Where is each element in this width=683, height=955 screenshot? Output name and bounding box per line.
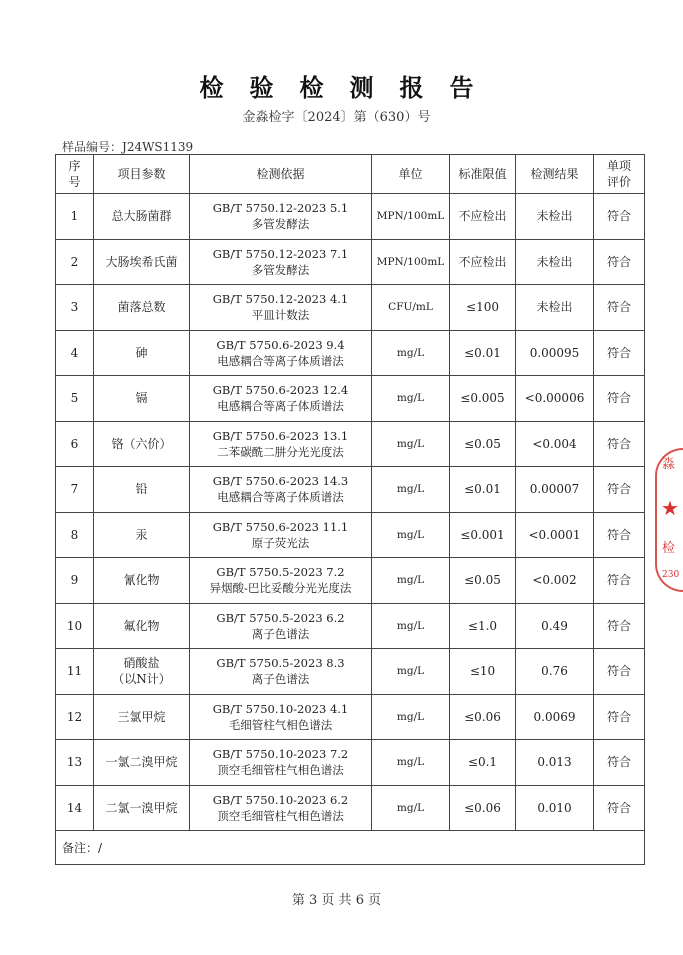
basis-method: 二苯碳酰二肼分光光度法: [217, 444, 344, 459]
table-row: [56, 376, 645, 422]
cell-basis: [190, 239, 372, 285]
cell-seq: 8: [56, 512, 94, 558]
param-name: 氰化物: [123, 573, 160, 588]
basis-method: 平皿计数法: [251, 308, 310, 323]
cell-limit: ≤100: [450, 285, 516, 331]
cell-param: [94, 330, 190, 376]
basis-standard: GB/T 5750.6-2023 9.4: [216, 337, 345, 352]
cell-unit: mg/L: [372, 467, 450, 513]
basis-standard: GB/T 5750.6-2023 11.1: [212, 519, 349, 534]
basis-method: 电感耦合等离子体质谱法: [217, 490, 344, 505]
param-name: 汞: [135, 527, 148, 542]
basis-method: 电感耦合等离子体质谱法: [217, 399, 344, 414]
cell-verdict: 符合: [594, 467, 645, 513]
cell-verdict: 符合: [594, 694, 645, 740]
cell-verdict: 符合: [594, 285, 645, 331]
cell-basis: [190, 785, 372, 831]
basis-method: 异烟酸-巴比妥酸分光光度法: [209, 581, 352, 596]
cell-basis: [190, 603, 372, 649]
param-name: 二氯一溴甲烷: [105, 800, 178, 815]
table-row: [56, 740, 645, 786]
cell-basis: [190, 740, 372, 786]
basis-method: 顶空毛细管柱气相色谱法: [217, 808, 344, 823]
basis-standard: GB/T 5750.10-2023 7.2: [212, 747, 349, 762]
cell-result: 0.49: [516, 603, 594, 649]
cell-param: [94, 285, 190, 331]
note-cell: 备注：/: [56, 831, 645, 865]
seal-star-icon: ★: [661, 496, 679, 520]
cell-limit: ≤0.05: [450, 421, 516, 467]
document-number: 金淼检字〔2024〕第（630）号: [242, 110, 431, 125]
cell-unit: mg/L: [372, 694, 450, 740]
cell-result: <0.002: [516, 558, 594, 604]
cell-seq: 3: [56, 285, 94, 331]
cell-verdict: 符合: [594, 330, 645, 376]
param-name-note: （以N计）: [112, 672, 171, 687]
basis-standard: GB/T 5750.6-2023 12.4: [212, 383, 349, 398]
header-param: 项目参数: [94, 155, 190, 194]
basis-standard: GB/T 5750.12-2023 5.1: [212, 201, 349, 216]
cell-verdict: 符合: [594, 421, 645, 467]
basis-method: 离子色谱法: [251, 672, 310, 687]
cell-verdict: 符合: [594, 376, 645, 422]
cell-basis: [190, 649, 372, 695]
basis-standard: GB/T 5750.5-2023 6.2: [216, 610, 345, 625]
cell-result: <0.004: [516, 421, 594, 467]
cell-unit: mg/L: [372, 785, 450, 831]
basis-standard: GB/T 5750.12-2023 4.1: [212, 292, 349, 307]
cell-result: 未检出: [516, 239, 594, 285]
cell-result: <0.0001: [516, 512, 594, 558]
table-row: [56, 330, 645, 376]
table-row: [56, 558, 645, 604]
param-name: 硝酸盐: [123, 656, 160, 671]
seal-tail: 230: [662, 570, 680, 580]
cell-unit: mg/L: [372, 421, 450, 467]
table-row: [56, 649, 645, 695]
cell-unit: mg/L: [372, 603, 450, 649]
table-row: [56, 603, 645, 649]
table-row: [56, 512, 645, 558]
cell-basis: [190, 694, 372, 740]
cell-basis: [190, 376, 372, 422]
cell-seq: 1: [56, 194, 94, 240]
cell-param: [94, 421, 190, 467]
cell-param: [94, 603, 190, 649]
seal-char-2: 检: [662, 541, 676, 556]
cell-unit: mg/L: [372, 330, 450, 376]
cell-verdict: 符合: [594, 194, 645, 240]
cell-seq: 7: [56, 467, 94, 513]
cell-unit: mg/L: [372, 512, 450, 558]
cell-seq: 13: [56, 740, 94, 786]
cell-param: [94, 467, 190, 513]
cell-unit: MPN/100mL: [372, 194, 450, 240]
table-row: [56, 467, 645, 513]
header-basis: 检测依据: [190, 155, 372, 194]
cell-result: 未检出: [516, 194, 594, 240]
cell-limit: ≤0.001: [450, 512, 516, 558]
cell-limit: ≤0.06: [450, 785, 516, 831]
cell-seq: 11: [56, 649, 94, 695]
results-table: [55, 154, 645, 865]
cell-unit: mg/L: [372, 649, 450, 695]
table-header-row: [56, 155, 645, 194]
basis-method: 毛细管柱气相色谱法: [228, 717, 333, 732]
basis-method: 原子荧光法: [251, 535, 310, 550]
basis-method: 电感耦合等离子体质谱法: [217, 353, 344, 368]
cell-unit: mg/L: [372, 558, 450, 604]
cell-verdict: 符合: [594, 785, 645, 831]
cell-seq: 2: [56, 239, 94, 285]
param-name: 镉: [135, 391, 148, 406]
basis-standard: GB/T 5750.12-2023 7.1: [212, 246, 349, 261]
basis-standard: GB/T 5750.5-2023 8.3: [216, 656, 345, 671]
cell-unit: mg/L: [372, 376, 450, 422]
cell-verdict: 符合: [594, 512, 645, 558]
report-title: 检验检测报告: [199, 73, 500, 102]
header-seq-line-2: 号: [68, 175, 81, 189]
basis-standard: GB/T 5750.6-2023 14.3: [212, 474, 349, 489]
param-name: 三氯甲烷: [117, 709, 166, 724]
basis-standard: GB/T 5750.5-2023 7.2: [216, 565, 345, 580]
table-row: [56, 194, 645, 240]
cell-limit: ≤0.005: [450, 376, 516, 422]
param-name: 砷: [135, 345, 148, 360]
cell-seq: 4: [56, 330, 94, 376]
header-seq: [56, 155, 94, 194]
param-name: 氟化物: [123, 618, 160, 633]
header-verdict-line-1: 单项: [606, 159, 631, 173]
cell-result: 0.010: [516, 785, 594, 831]
basis-method: 顶空毛细管柱气相色谱法: [217, 763, 344, 778]
cell-param: [94, 785, 190, 831]
table-row: [56, 785, 645, 831]
basis-standard: GB/T 5750.6-2023 13.1: [212, 428, 349, 443]
cell-param: [94, 558, 190, 604]
cell-verdict: 符合: [594, 239, 645, 285]
param-name: 菌落总数: [117, 300, 166, 315]
cell-basis: [190, 330, 372, 376]
cell-unit: CFU/mL: [372, 285, 450, 331]
cell-limit: ≤0.05: [450, 558, 516, 604]
cell-limit: ≤1.0: [450, 603, 516, 649]
param-name: 铬（六价）: [111, 436, 172, 451]
cell-param: [94, 512, 190, 558]
param-name: 一氯二溴甲烷: [105, 755, 178, 770]
cell-verdict: 符合: [594, 558, 645, 604]
table-row: [56, 285, 645, 331]
cell-result: 0.76: [516, 649, 594, 695]
cell-result: 未检出: [516, 285, 594, 331]
cell-unit: MPN/100mL: [372, 239, 450, 285]
header-limit: 标准限值: [450, 155, 516, 194]
cell-seq: 10: [56, 603, 94, 649]
cell-verdict: 符合: [594, 649, 645, 695]
cell-seq: 5: [56, 376, 94, 422]
cell-basis: [190, 421, 372, 467]
header-verdict-line-2: 评价: [606, 175, 631, 189]
cell-param: [94, 194, 190, 240]
cell-basis: [190, 558, 372, 604]
cell-seq: 12: [56, 694, 94, 740]
cell-param: [94, 694, 190, 740]
cell-result: <0.00006: [516, 376, 594, 422]
basis-standard: GB/T 5750.10-2023 6.2: [212, 792, 349, 807]
cell-result: 0.013: [516, 740, 594, 786]
cell-basis: [190, 467, 372, 513]
basis-method: 多管发酵法: [251, 262, 310, 277]
basis-method: 多管发酵法: [251, 217, 310, 232]
cell-limit: ≤10: [450, 649, 516, 695]
header-result: 检测结果: [516, 155, 594, 194]
param-name: 大肠埃希氏菌: [105, 254, 178, 269]
header-verdict: [594, 155, 645, 194]
cell-basis: [190, 512, 372, 558]
cell-param: [94, 239, 190, 285]
cell-limit: ≤0.01: [450, 467, 516, 513]
seal-char-1: 淼: [662, 457, 676, 472]
sample-number: [62, 138, 193, 155]
cell-result: 0.0069: [516, 694, 594, 740]
cell-seq: 6: [56, 421, 94, 467]
red-seal-stamp: [655, 448, 683, 592]
note-row: [56, 831, 645, 865]
cell-limit: ≤0.06: [450, 694, 516, 740]
param-name: 铅: [135, 482, 148, 497]
cell-param: [94, 740, 190, 786]
header-seq-line-1: 序: [68, 159, 81, 173]
cell-seq: 9: [56, 558, 94, 604]
cell-param: [94, 376, 190, 422]
table-row: [56, 421, 645, 467]
cell-result: 0.00007: [516, 467, 594, 513]
cell-limit: 不应检出: [450, 239, 516, 285]
cell-limit: ≤0.01: [450, 330, 516, 376]
cell-verdict: 符合: [594, 740, 645, 786]
basis-method: 离子色谱法: [251, 626, 310, 641]
basis-standard: GB/T 5750.10-2023 4.1: [212, 701, 349, 716]
cell-param: [94, 649, 190, 695]
cell-basis: [190, 285, 372, 331]
cell-basis: [190, 194, 372, 240]
sample-number-label: 样品编号：: [62, 140, 123, 154]
sample-number-value: J24WS1139: [122, 140, 194, 154]
cell-seq: 14: [56, 785, 94, 831]
table-row: [56, 694, 645, 740]
header-unit: 单位: [372, 155, 450, 194]
param-name: 总大肠菌群: [111, 209, 172, 224]
cell-limit: 不应检出: [450, 194, 516, 240]
cell-result: 0.00095: [516, 330, 594, 376]
cell-limit: ≤0.1: [450, 740, 516, 786]
table-row: [56, 239, 645, 285]
cell-unit: mg/L: [372, 740, 450, 786]
cell-verdict: 符合: [594, 603, 645, 649]
page-number: 第 3 页 共 6 页: [291, 893, 382, 908]
